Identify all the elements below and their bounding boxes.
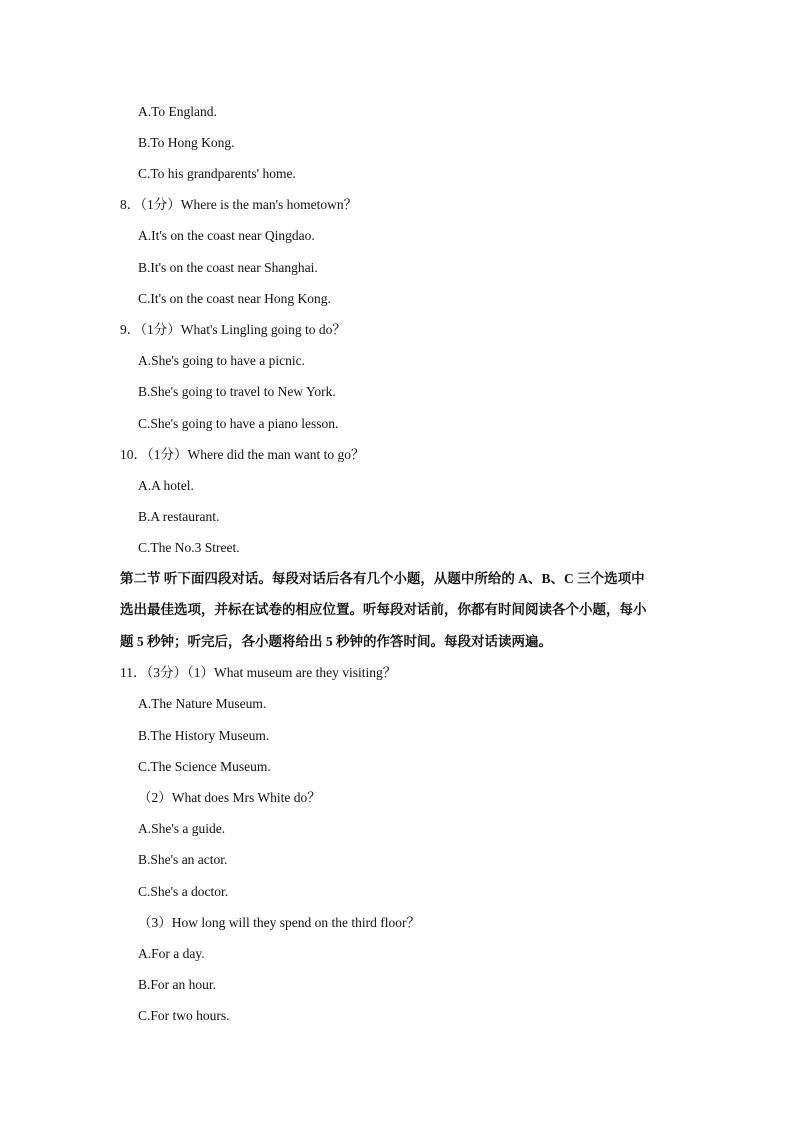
q11-1-option-a: A.The Nature Museum. [138, 696, 267, 711]
q7-option-a: A.To England. [138, 104, 217, 119]
section2-instruction-line1: 第二节 听下面四段对话。每段对话后各有几个小题，从题中所给的 A、B、C 三个选项中 [120, 571, 645, 586]
q8-stem: 8．（1分）Where is the man's hometown？ [120, 197, 358, 212]
q11-1-option-b: B.The History Museum. [138, 728, 270, 743]
q11-2-option-c: C.She's a doctor. [138, 884, 229, 899]
q10-option-a: A.A hotel. [138, 478, 194, 493]
q7-option-b: B.To Hong Kong. [138, 135, 235, 150]
q9-option-a: A.She's going to have a picnic. [138, 353, 306, 368]
q8-option-c: C.It's on the coast near Hong Kong. [138, 291, 331, 306]
q9-option-c: C.She's going to have a piano lesson. [138, 416, 339, 431]
q11-sub2-stem: （2）What does Mrs White do？ [138, 790, 321, 805]
q7-option-c: C.To his grandparents' home. [138, 166, 296, 181]
q11-3-option-b: B.For an hour. [138, 977, 217, 992]
q10-option-c: C.The No.3 Street. [138, 540, 240, 555]
q9-stem: 9．（1分）What's Lingling going to do？ [120, 322, 346, 337]
q11-2-option-b: B.She's an actor. [138, 852, 228, 867]
q11-2-option-a: A.She's a guide. [138, 821, 226, 836]
q10-option-b: B.A restaurant. [138, 509, 220, 524]
q11-stem: 11．（3分）（1）What museum are they visiting？ [120, 665, 397, 680]
q11-1-option-c: C.The Science Museum. [138, 759, 271, 774]
q11-3-option-c: C.For two hours. [138, 1008, 230, 1023]
q8-option-b: B.It's on the coast near Shanghai. [138, 260, 318, 275]
q11-sub3-stem: （3）How long will they spend on the third floor？ [138, 915, 420, 930]
q8-option-a: A.It's on the coast near Qingdao. [138, 228, 315, 243]
section2-instruction-line2: 选出最佳选项，并标在试卷的相应位置。听每段对话前，你都有时间阅读各个小题，每小 [120, 602, 647, 617]
q10-stem: 10．（1分）Where did the man want to go？ [120, 447, 365, 462]
q9-option-b: B.She's going to travel to New York. [138, 384, 336, 399]
section2-instruction-line3: 题 5 秒钟；听完后，各小题将给出 5 秒钟的作答时间。每段对话读两遍。 [120, 634, 552, 649]
q11-3-option-a: A.For a day. [138, 946, 205, 961]
